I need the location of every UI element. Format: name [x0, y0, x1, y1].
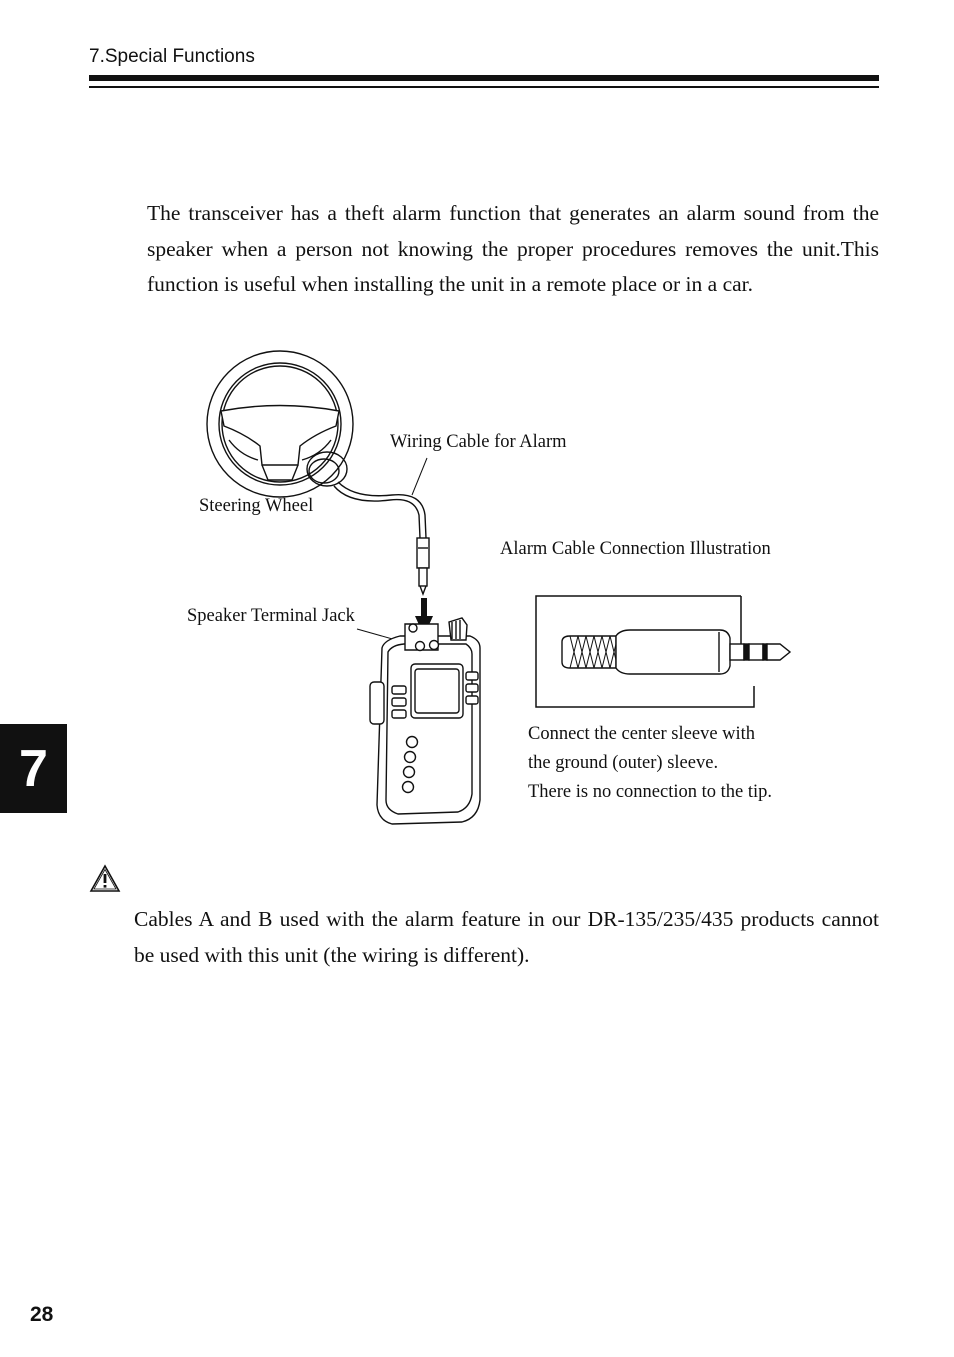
- intro-paragraph: The transceiver has a theft alarm function that generates an alarm sound from the speaker when a person not knowing the proper procedures removes the unit.This function is useful when installing the unit in a remote place or in a car.: [147, 201, 879, 297]
- connection-note-line: the ground (outer) sleeve.: [528, 753, 719, 773]
- stereo-plug-drawing: [562, 630, 790, 674]
- alarm-wiring-cable: [334, 458, 429, 594]
- label-steering-wheel: Steering Wheel: [199, 496, 314, 516]
- chapter-tab: 7: [0, 724, 67, 813]
- transceiver-drawing: [370, 618, 480, 824]
- connection-note-line: Connect the center sleeve with: [528, 724, 756, 744]
- warning-triangle-icon: [89, 864, 121, 894]
- section-title: 7.Special Functions: [89, 46, 255, 67]
- label-wiring-cable: Wiring Cable for Alarm: [390, 432, 567, 452]
- label-speaker-jack: Speaker Terminal Jack: [187, 606, 355, 626]
- steering-wheel-drawing: [207, 351, 353, 497]
- connection-note: [528, 720, 772, 807]
- caution-text: Cables A and B used with the alarm feature in our DR-135/235/435 products cannot be used with this unit (the wiring is different).: [134, 907, 879, 967]
- label-alarm-illustration: Alarm Cable Connection Illustration: [500, 539, 771, 559]
- page-number: 28: [30, 1303, 54, 1326]
- connection-note-line: There is no connection to the tip.: [528, 782, 773, 802]
